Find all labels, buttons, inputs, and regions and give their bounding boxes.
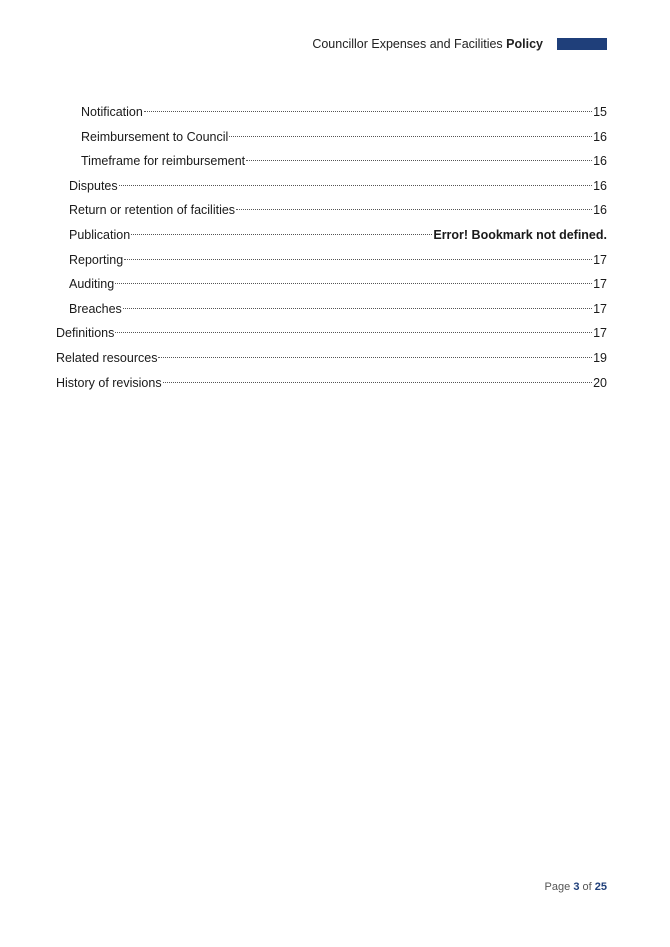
toc-entry-page: 17 (593, 277, 607, 292)
toc-entry-label: Reporting (69, 252, 124, 267)
toc-dot-leader (124, 259, 592, 260)
toc-dot-leader (123, 308, 592, 309)
toc-dot-leader (246, 160, 592, 161)
toc-dot-leader (144, 111, 592, 112)
toc-entry-auditing[interactable] (56, 274, 607, 299)
toc-entry-label: Notification (81, 105, 143, 119)
toc-entry-label: Auditing (69, 277, 115, 292)
table-of-contents (56, 102, 607, 397)
header-accent-bar (557, 38, 607, 50)
toc-entry-label: Return or retention of facilities (69, 203, 236, 218)
toc-entry-label: History of revisions (56, 375, 162, 390)
toc-entry-disputes[interactable] (56, 176, 607, 201)
toc-entry-page-error: Error! Bookmark not defined. (433, 227, 607, 242)
document-title-regular: Councillor Expenses and Facilities (312, 37, 503, 51)
footer-page-word: Page (544, 881, 571, 893)
toc-entry-label: Definitions (56, 326, 115, 341)
toc-entry-page: 17 (593, 301, 607, 316)
toc-entry-reporting[interactable] (56, 250, 607, 275)
toc-entry-page: 16 (593, 178, 607, 193)
toc-entry-page: 16 (593, 203, 607, 218)
toc-entry-label: Breaches (69, 301, 122, 316)
toc-entry-page: 17 (593, 252, 607, 267)
toc-dot-leader (119, 185, 592, 186)
toc-dot-leader (115, 283, 592, 284)
toc-dot-leader (131, 234, 432, 235)
toc-entry-page: 16 (593, 154, 607, 169)
toc-entry-reimbursement-to-council[interactable] (56, 127, 607, 152)
toc-dot-leader (163, 382, 593, 383)
toc-entry-label: Related resources (56, 350, 158, 365)
document-title (312, 37, 543, 51)
page-header (312, 36, 607, 52)
toc-dot-leader (115, 332, 592, 333)
toc-entry-history-of-revisions[interactable] (56, 373, 607, 398)
toc-entry-definitions[interactable] (56, 323, 607, 348)
document-title-bold: Policy (506, 37, 543, 51)
footer-current-page: 3 (573, 881, 580, 893)
toc-dot-leader (229, 136, 592, 137)
toc-dot-leader (236, 209, 592, 210)
toc-entry-timeframe-for-reimbursement[interactable] (56, 151, 607, 176)
toc-entry-label: Reimbursement to Council (81, 129, 229, 144)
toc-entry-label: Publication (69, 227, 131, 242)
toc-entry-notification[interactable] (56, 102, 607, 127)
toc-entry-related-resources[interactable] (56, 348, 607, 373)
toc-entry-page: 16 (593, 129, 607, 144)
toc-entry-page: 20 (593, 375, 607, 390)
footer-total-pages: 25 (594, 881, 607, 893)
toc-entry-label: Disputes (69, 178, 118, 193)
toc-entry-page: 17 (593, 326, 607, 341)
page-footer (545, 881, 607, 893)
toc-entry-return-or-retention[interactable] (56, 200, 607, 225)
toc-entry-publication[interactable] (56, 225, 607, 250)
toc-entry-breaches[interactable] (56, 299, 607, 324)
footer-of-word: of (582, 881, 592, 893)
toc-entry-label: Timeframe for reimbursement (81, 154, 246, 169)
toc-dot-leader (158, 357, 592, 358)
toc-entry-page: 19 (593, 350, 607, 365)
toc-entry-page: 15 (593, 105, 607, 119)
